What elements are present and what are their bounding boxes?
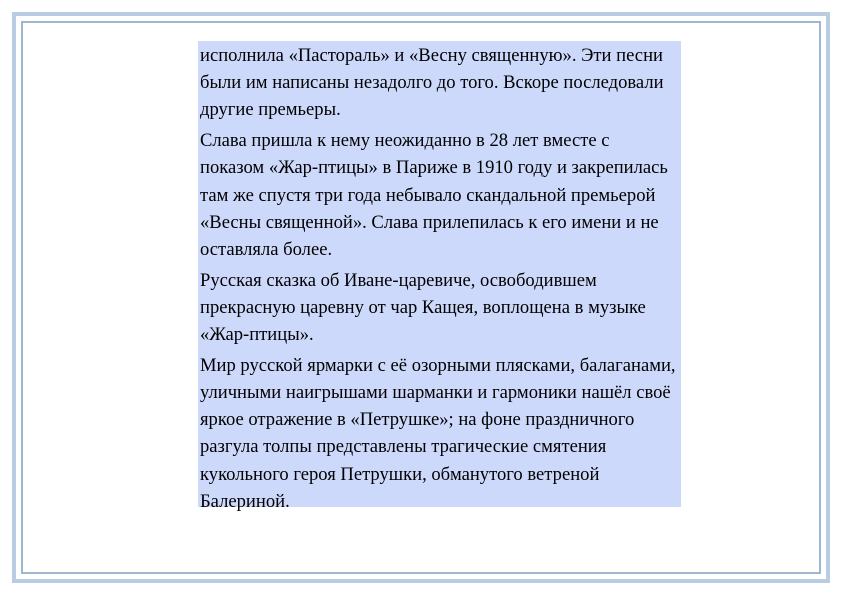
text-block bbox=[198, 41, 681, 512]
paragraph: Мир русской ярмарки с её озорными плясками, балаганами, уличными наигрышами шарманки и гармоники нашёл своё яркое отражение в «Петрушке»; на фоне праздничного разгула толпы представлены трагические смятения кукольного героя Петрушки, обманутого ветреной Балериной. bbox=[200, 354, 676, 512]
paragraph: Русская сказка об Иване-царевиче, освободившем прекрасную царевну от чар Кащея, воплощена в музыке «Жар-птицы». bbox=[200, 269, 646, 346]
paragraph: исполнила «Пастораль» и «Весну священную». Эти песни были им написаны незадолго до того. Вскоре последовали другие премьеры. bbox=[200, 45, 664, 121]
paragraph: Слава пришла к нему неожиданно в 28 лет вместе с показом «Жар-птицы» в Париже в 1910 году и закрепилась там же спустя три года небывало скандальной премьерой «Весны священной». Слава прилепилась к его имени и не оставляла более. bbox=[200, 130, 668, 260]
